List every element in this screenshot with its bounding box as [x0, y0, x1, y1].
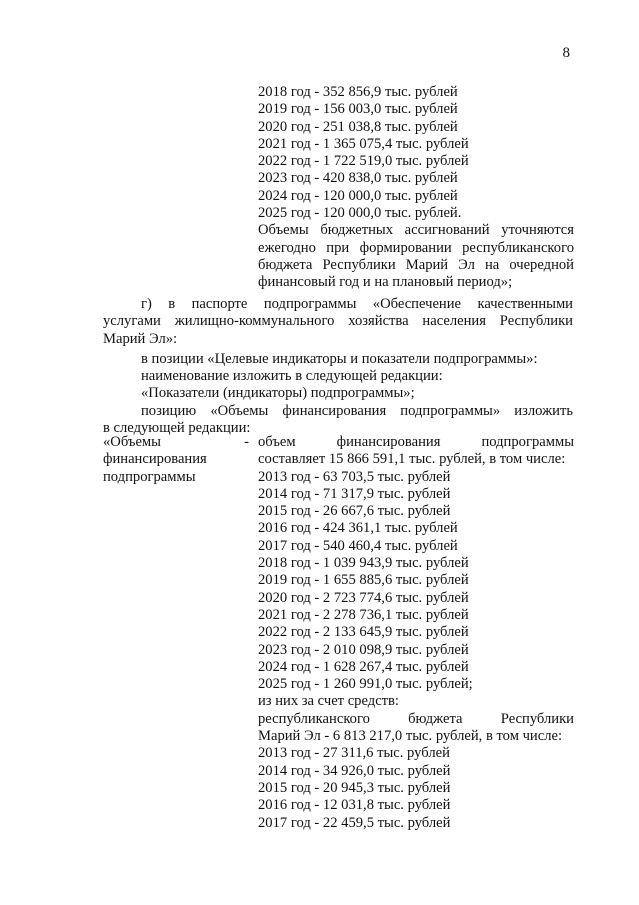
year-line: 2022 год - 2 133 645,9 тыс. рублей [258, 624, 469, 641]
year-line: 2024 год - 1 628 267,4 тыс. рублей [258, 658, 469, 675]
position-label [103, 434, 249, 486]
republic-budget-line: Марий Эл - 6 813 217,0 тыс. рублей, в том числе: [258, 728, 563, 745]
item-g-line: Марий Эл»: [103, 330, 178, 347]
year-line: 2023 год - 2 010 098,9 тыс. рублей [258, 641, 469, 658]
year-line: 2019 год - 1 655 885,6 тыс. рублей [258, 572, 469, 589]
year-line: 2014 год - 71 317,9 тыс. рублей [258, 485, 451, 502]
year-line: 2025 год - 120 000,0 тыс. рублей. [258, 205, 462, 222]
label-text: «Объемы [103, 434, 161, 450]
year-line: 2016 год - 12 031,8 тыс. рублей [258, 797, 451, 814]
year-line: 2019 год - 156 003,0 тыс. рублей [258, 101, 458, 118]
year-line: 2025 год - 1 260 991,0 тыс. рублей; [258, 676, 473, 693]
year-line: 2021 год - 2 278 736,1 тыс. рублей [258, 606, 469, 623]
value-head-line: объем финансирования подпрограммы [258, 434, 574, 450]
year-line: 2017 год - 540 460,4 тыс. рублей [258, 537, 458, 554]
year-line: 2013 год - 63 703,5 тыс. рублей [258, 468, 451, 485]
year-line: 2018 год - 352 856,9 тыс. рублей [258, 84, 458, 100]
note-line: бюджета Республики Марий Эл на очередной [258, 256, 574, 273]
year-line: 2020 год - 251 038,8 тыс. рублей [258, 118, 458, 135]
year-line: 2014 год - 34 926,0 тыс. рублей [258, 762, 451, 779]
year-line: 2018 год - 1 039 943,9 тыс. рублей [258, 555, 469, 572]
republic-budget-line: республиканского бюджета Республики [258, 710, 574, 727]
label-dash: - [244, 434, 249, 450]
year-line: 2016 год - 424 361,1 тыс. рублей [258, 520, 458, 537]
note-line: ежегодно при формировании республиканского [258, 239, 574, 256]
year-line: 2020 год - 2 723 774,6 тыс. рублей [258, 589, 469, 606]
year-line: 2022 год - 1 722 519,0 тыс. рублей [258, 153, 469, 170]
intro-funding-block [258, 84, 574, 292]
note-line: Объемы бюджетных ассигнований уточняются [258, 222, 574, 239]
year-line: 2024 год - 120 000,0 тыс. рублей [258, 187, 458, 204]
item-g-line: услугами жилищно-коммунального хозяйства населения Республики [103, 313, 573, 330]
label-line [103, 434, 249, 451]
instruction-line: «Показатели (индикаторы) подпрограммы»; [141, 385, 415, 402]
value-head-line: составляет 15 866 591,1 тыс. рублей, в том числе: [258, 451, 566, 468]
item-g-line: г) в паспорте подпрограммы «Обеспечение качественными [141, 296, 573, 312]
year-line: 2023 год - 420 838,0 тыс. рублей [258, 170, 458, 187]
year-line: 2015 год - 20 945,3 тыс. рублей [258, 779, 451, 796]
sources-heading: из них за счет средств: [258, 693, 399, 710]
label-line: подпрограммы [103, 468, 196, 485]
instruction-line: наименование изложить в следующей редакции: [141, 368, 443, 385]
position-line: в следующей редакции: [103, 420, 251, 437]
instruction-line: в позиции «Целевые индикаторы и показатели подпрограммы»: [141, 350, 538, 367]
amendment-paragraphs [103, 296, 573, 437]
year-line: 2013 год - 27 311,6 тыс. рублей [258, 745, 450, 762]
position-values [258, 434, 574, 832]
year-line: 2015 год - 26 667,6 тыс. рублей [258, 503, 451, 520]
note-line: финансовый год и на плановый период»; [258, 274, 513, 291]
position-line: позицию «Объемы финансирования подпрограммы» изложить [141, 402, 573, 419]
label-line: финансирования [103, 451, 207, 468]
year-line: 2017 год - 22 459,5 тыс. рублей [258, 814, 451, 831]
year-line: 2021 год - 1 365 075,4 тыс. рублей [258, 135, 469, 152]
page-number: 8 [562, 45, 570, 61]
